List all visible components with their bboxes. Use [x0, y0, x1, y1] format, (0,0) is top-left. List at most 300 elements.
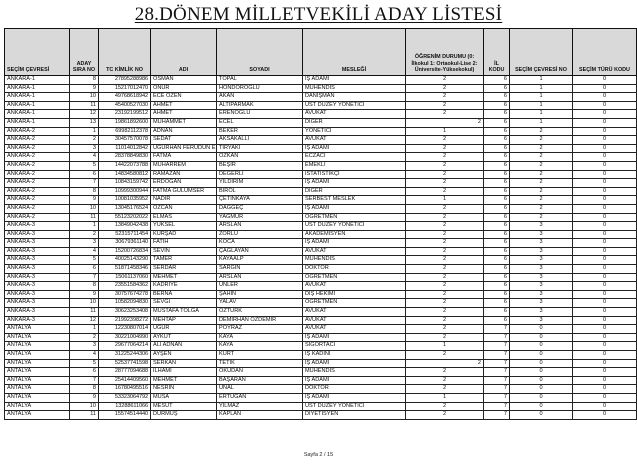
cell-secim-turu-kodu: 0	[573, 376, 637, 385]
cell-secim-cevresi: ANTALYA	[5, 411, 70, 420]
cell-soyadi: BİROL	[217, 187, 303, 196]
cell-aday-sira-no: 6	[70, 368, 99, 377]
table-row	[5, 290, 637, 299]
cell-secim-cevresi: ANKARA-2	[5, 136, 70, 145]
cell-secim-turu-kodu: 0	[573, 299, 637, 308]
table-row	[5, 204, 637, 213]
cell-secim-cevresi-no: 2	[510, 187, 573, 196]
cell-il-kodu: 7	[484, 402, 510, 411]
table-row	[5, 299, 637, 308]
cell-secim-turu-kodu: 0	[573, 239, 637, 248]
table-row	[5, 101, 637, 110]
cell-meslegi: İŞ ADAMI	[303, 393, 406, 402]
cell-secim-turu-kodu: 0	[573, 368, 637, 377]
cell-secim-turu-kodu: 0	[573, 290, 637, 299]
table-row	[5, 325, 637, 334]
header-il-kodu: İL KODU	[484, 29, 510, 76]
cell-secim-cevresi: ANTALYA	[5, 368, 70, 377]
cell-il-kodu: 6	[484, 196, 510, 205]
cell-adi: MEHMET	[151, 273, 217, 282]
cell-il-kodu: 6	[484, 273, 510, 282]
cell-secim-cevresi: ANKARA-3	[5, 256, 70, 265]
cell-meslegi: ÖĞRETMEN	[303, 299, 406, 308]
table-row	[5, 351, 637, 360]
cell-secim-cevresi: ANTALYA	[5, 385, 70, 394]
cell-adi: UĞURHAN FERUDUN E	[151, 144, 217, 153]
cell-ogrenim-durumu: 2	[406, 101, 484, 110]
cell-secim-turu-kodu: 0	[573, 144, 637, 153]
cell-meslegi: ÜST DÜZEY YÖNETİCİ	[303, 402, 406, 411]
cell-tc-kimlik-no: 30679361140	[99, 239, 151, 248]
cell-secim-cevresi: ANKARA-3	[5, 290, 70, 299]
table-row	[5, 213, 637, 222]
cell-soyadi: ARSLAN	[217, 273, 303, 282]
cell-adi: SEVİN	[151, 247, 217, 256]
cell-aday-sira-no: 4	[70, 351, 99, 360]
cell-ogrenim-durumu: 2	[406, 76, 484, 85]
cell-ogrenim-durumu: 2	[406, 368, 484, 377]
cell-secim-cevresi: ANKARA-3	[5, 308, 70, 317]
cell-ogrenim-durumu: 2	[406, 376, 484, 385]
cell-soyadi: POYRAZ	[217, 325, 303, 334]
header-soyadi: SOYADI	[217, 29, 303, 76]
cell-secim-turu-kodu: 0	[573, 170, 637, 179]
cell-secim-cevresi: ANKARA-2	[5, 196, 70, 205]
cell-adi: NADİR	[151, 196, 217, 205]
cell-aday-sira-no: 6	[70, 170, 99, 179]
cell-ogrenim-durumu: 2	[406, 402, 484, 411]
cell-soyadi: KAPLAN	[217, 411, 303, 420]
table-row	[5, 385, 637, 394]
cell-aday-sira-no: 10	[70, 204, 99, 213]
cell-secim-cevresi-no: 0	[510, 385, 573, 394]
cell-aday-sira-no: 11	[70, 308, 99, 317]
cell-aday-sira-no: 1	[70, 222, 99, 231]
cell-ogrenim-durumu: 2	[406, 385, 484, 394]
cell-secim-cevresi-no: 0	[510, 333, 573, 342]
cell-secim-cevresi-no: 1	[510, 93, 573, 102]
cell-secim-cevresi-no: 3	[510, 247, 573, 256]
cell-secim-turu-kodu: 0	[573, 393, 637, 402]
cell-il-kodu: 6	[484, 316, 510, 325]
cell-meslegi: İŞ ADAMI	[303, 76, 406, 85]
cell-soyadi: ÜNAL	[217, 385, 303, 394]
cell-ogrenim-durumu: 1	[406, 196, 484, 205]
cell-secim-turu-kodu: 0	[573, 84, 637, 93]
cell-il-kodu: 6	[484, 144, 510, 153]
cell-il-kodu: 6	[484, 265, 510, 274]
table-row	[5, 187, 637, 196]
cell-soyadi: YALAV	[217, 299, 303, 308]
cell-meslegi: DİĞER	[303, 187, 406, 196]
cell-secim-cevresi-no: 3	[510, 230, 573, 239]
cell-il-kodu: 6	[484, 136, 510, 145]
cell-ogrenim-durumu: 2	[406, 308, 484, 317]
cell-ogrenim-durumu: 2	[406, 136, 484, 145]
cell-tc-kimlik-no: 53323064792	[99, 393, 151, 402]
cell-meslegi: MÜHENDİS	[303, 84, 406, 93]
cell-secim-cevresi: ANKARA-3	[5, 222, 70, 231]
cell-soyadi: TETİK	[217, 359, 303, 368]
cell-meslegi: SİGORTACI	[303, 342, 406, 351]
cell-secim-cevresi: ANKARA-3	[5, 247, 70, 256]
cell-il-kodu: 6	[484, 239, 510, 248]
cell-tc-kimlik-no: 10999300944	[99, 187, 151, 196]
cell-secim-turu-kodu: 0	[573, 342, 637, 351]
cell-soyadi: ÇETİNKAYA	[217, 196, 303, 205]
cell-ogrenim-durumu: 2	[406, 333, 484, 342]
header-ogrenim-durumu: ÖĞRENİM DURUMU (0: İlkokul 1: Ortaokul-Lise 2: Üniversite-Yüksekokul)	[406, 29, 484, 76]
cell-secim-cevresi: ANKARA-3	[5, 239, 70, 248]
cell-meslegi: EMEKLİ	[303, 161, 406, 170]
cell-secim-turu-kodu: 0	[573, 153, 637, 162]
cell-il-kodu: 6	[484, 290, 510, 299]
cell-aday-sira-no: 7	[70, 273, 99, 282]
cell-il-kodu: 6	[484, 93, 510, 102]
cell-adi: MUHAMMET	[151, 118, 217, 127]
cell-secim-cevresi-no: 2	[510, 213, 573, 222]
header-secim-cevresi-no: SEÇİM ÇEVRESİ NO	[510, 29, 573, 76]
cell-soyadi: DAĞGEÇ	[217, 204, 303, 213]
cell-secim-cevresi: ANKARA-1	[5, 93, 70, 102]
cell-secim-cevresi: ANKARA-2	[5, 170, 70, 179]
cell-ogrenim-durumu: 1	[406, 342, 484, 351]
cell-adi: ALİ ADNAN	[151, 342, 217, 351]
cell-meslegi: ÜST DÜZEY YÖNETİCİ	[303, 222, 406, 231]
cell-soyadi: BEŞİR	[217, 161, 303, 170]
cell-meslegi: İŞ ADAMI	[303, 359, 406, 368]
cell-aday-sira-no: 2	[70, 136, 99, 145]
cell-secim-cevresi-no: 3	[510, 308, 573, 317]
cell-secim-cevresi-no: 0	[510, 402, 573, 411]
cell-secim-cevresi-no: 2	[510, 170, 573, 179]
cell-ogrenim-durumu: 2	[406, 118, 484, 127]
cell-tc-kimlik-no: 15217012470	[99, 84, 151, 93]
cell-adi: ADNAN	[151, 127, 217, 136]
cell-secim-cevresi-no: 3	[510, 265, 573, 274]
cell-secim-turu-kodu: 0	[573, 256, 637, 265]
cell-secim-cevresi-no: 3	[510, 316, 573, 325]
cell-soyadi: ERTUĞAN	[217, 393, 303, 402]
cell-tc-kimlik-no: 52315711454	[99, 230, 151, 239]
cell-ogrenim-durumu: 2	[406, 351, 484, 360]
cell-aday-sira-no: 8	[70, 76, 99, 85]
cell-aday-sira-no: 5	[70, 359, 99, 368]
cell-secim-cevresi-no: 0	[510, 342, 573, 351]
cell-ogrenim-durumu: 2	[406, 359, 484, 368]
cell-tc-kimlik-no: 28777094688	[99, 368, 151, 377]
cell-meslegi: İŞ KADINI	[303, 351, 406, 360]
cell-tc-kimlik-no: 52537741598	[99, 359, 151, 368]
cell-secim-cevresi: ANKARA-2	[5, 213, 70, 222]
cell-adi: KÜRŞAD	[151, 230, 217, 239]
table-row	[5, 308, 637, 317]
cell-ogrenim-durumu: 2	[406, 222, 484, 231]
header-meslegi: MESLEĞİ	[303, 29, 406, 76]
cell-secim-turu-kodu: 0	[573, 385, 637, 394]
header-secim-turu-kodu: SEÇİM TÜRÜ KODU	[573, 29, 637, 76]
cell-tc-kimlik-no: 49768618942	[99, 93, 151, 102]
cell-adi: MESUT	[151, 402, 217, 411]
cell-tc-kimlik-no: 21992398272	[99, 316, 151, 325]
cell-soyadi: SARGIN	[217, 265, 303, 274]
cell-secim-cevresi-no: 3	[510, 239, 573, 248]
table-row	[5, 170, 637, 179]
cell-secim-turu-kodu: 0	[573, 110, 637, 119]
cell-aday-sira-no: 11	[70, 101, 99, 110]
table-row	[5, 333, 637, 342]
cell-tc-kimlik-no: 19861892600	[99, 118, 151, 127]
cell-ogrenim-durumu: 2	[406, 299, 484, 308]
cell-ogrenim-durumu: 2	[406, 179, 484, 188]
cell-tc-kimlik-no: 30623253408	[99, 308, 151, 317]
cell-soyadi: KAYAALP	[217, 256, 303, 265]
cell-tc-kimlik-no: 55123202022	[99, 213, 151, 222]
cell-il-kodu: 6	[484, 110, 510, 119]
cell-meslegi: İŞ ADAMI	[303, 376, 406, 385]
cell-secim-cevresi: ANKARA-3	[5, 230, 70, 239]
cell-secim-turu-kodu: 0	[573, 402, 637, 411]
cell-tc-kimlik-no: 14834580812	[99, 170, 151, 179]
cell-soyadi: AKSAKALLI	[217, 136, 303, 145]
table-row	[5, 118, 637, 127]
cell-aday-sira-no: 9	[70, 290, 99, 299]
cell-soyadi: YILMAZ	[217, 402, 303, 411]
cell-secim-turu-kodu: 0	[573, 351, 637, 360]
cell-il-kodu: 6	[484, 222, 510, 231]
cell-secim-cevresi: ANKARA-2	[5, 161, 70, 170]
cell-secim-turu-kodu: 0	[573, 179, 637, 188]
cell-aday-sira-no: 5	[70, 256, 99, 265]
cell-il-kodu: 6	[484, 204, 510, 213]
cell-tc-kimlik-no: 45400527030	[99, 101, 151, 110]
cell-ogrenim-durumu: 1	[406, 393, 484, 402]
cell-tc-kimlik-no: 15200726834	[99, 247, 151, 256]
cell-secim-turu-kodu: 0	[573, 230, 637, 239]
cell-secim-cevresi-no: 2	[510, 144, 573, 153]
cell-ogrenim-durumu: 1	[406, 127, 484, 136]
cell-ogrenim-durumu: 2	[406, 161, 484, 170]
page-footer: Sayfa 2 / 15	[303, 452, 334, 458]
table-row	[5, 161, 637, 170]
cell-secim-cevresi-no: 2	[510, 179, 573, 188]
cell-soyadi: DEMİRHAN ÖZDEMİR	[217, 316, 303, 325]
cell-soyadi: ŞAHİN	[217, 290, 303, 299]
cell-secim-cevresi-no: 0	[510, 411, 573, 420]
cell-adi: AHMET	[151, 110, 217, 119]
cell-il-kodu: 7	[484, 325, 510, 334]
cell-secim-cevresi: ANKARA-1	[5, 76, 70, 85]
cell-soyadi: DEĞERLİ	[217, 170, 303, 179]
cell-ogrenim-durumu: 2	[406, 273, 484, 282]
cell-meslegi: İŞ ADAMI	[303, 179, 406, 188]
cell-soyadi: KAYA	[217, 333, 303, 342]
table-row	[5, 110, 637, 119]
cell-meslegi: İSTATİSTİKÇİ	[303, 170, 406, 179]
table-row	[5, 256, 637, 265]
cell-soyadi: KAYA	[217, 342, 303, 351]
cell-tc-kimlik-no: 15061137060	[99, 273, 151, 282]
cell-secim-turu-kodu: 0	[573, 76, 637, 85]
cell-ogrenim-durumu: 2	[406, 316, 484, 325]
cell-soyadi: TİRYAKİ	[217, 144, 303, 153]
cell-il-kodu: 6	[484, 299, 510, 308]
cell-adi: ONUR	[151, 84, 217, 93]
table-row	[5, 230, 637, 239]
header-aday-sira-no: ADAY SIRA NO	[70, 29, 99, 76]
cell-ogrenim-durumu: 2	[406, 213, 484, 222]
table-row	[5, 84, 637, 93]
cell-meslegi: DİĞER	[303, 118, 406, 127]
cell-tc-kimlik-no: 10081035952	[99, 196, 151, 205]
cell-aday-sira-no: 3	[70, 144, 99, 153]
cell-tc-kimlik-no: 12230807014	[99, 325, 151, 334]
cell-ogrenim-durumu: 2	[406, 84, 484, 93]
cell-tc-kimlik-no: 15574514440	[99, 411, 151, 420]
cell-tc-kimlik-no: 30457570078	[99, 136, 151, 145]
cell-adi: MUSTAFA TOLGA	[151, 308, 217, 317]
table-row	[5, 359, 637, 368]
cell-secim-cevresi-no: 1	[510, 118, 573, 127]
cell-secim-turu-kodu: 0	[573, 161, 637, 170]
cell-meslegi: DOKTOR	[303, 385, 406, 394]
cell-meslegi: İŞ ADAMI	[303, 144, 406, 153]
table-row	[5, 93, 637, 102]
cell-adi: FATMA	[151, 153, 217, 162]
cell-il-kodu: 6	[484, 282, 510, 291]
cell-il-kodu: 6	[484, 170, 510, 179]
cell-secim-cevresi-no: 2	[510, 196, 573, 205]
cell-secim-cevresi: ANKARA-2	[5, 187, 70, 196]
cell-meslegi: AVUKAT	[303, 110, 406, 119]
cell-il-kodu: 7	[484, 393, 510, 402]
cell-ogrenim-durumu: 2	[406, 187, 484, 196]
cell-il-kodu: 7	[484, 333, 510, 342]
cell-aday-sira-no: 4	[70, 247, 99, 256]
cell-secim-cevresi-no: 3	[510, 273, 573, 282]
cell-meslegi: AVUKAT	[303, 282, 406, 291]
cell-tc-kimlik-no: 13045176524	[99, 204, 151, 213]
cell-soyadi: ÇAĞLAYAN	[217, 247, 303, 256]
table-row	[5, 316, 637, 325]
cell-secim-cevresi-no: 1	[510, 84, 573, 93]
cell-secim-cevresi: ANKARA-3	[5, 299, 70, 308]
cell-meslegi: ÖĞRETMEN	[303, 213, 406, 222]
cell-il-kodu: 6	[484, 230, 510, 239]
cell-adi: ECE ÖZEN	[151, 93, 217, 102]
cell-secim-cevresi: ANTALYA	[5, 359, 70, 368]
cell-ogrenim-durumu: 2	[406, 411, 484, 420]
cell-secim-cevresi-no: 1	[510, 101, 573, 110]
cell-secim-turu-kodu: 0	[573, 213, 637, 222]
cell-il-kodu: 6	[484, 153, 510, 162]
cell-secim-cevresi: ANKARA-3	[5, 265, 70, 274]
cell-secim-cevresi-no: 3	[510, 256, 573, 265]
cell-aday-sira-no: 12	[70, 110, 99, 119]
cell-secim-cevresi: ANKARA-3	[5, 316, 70, 325]
cell-ogrenim-durumu: 2	[406, 325, 484, 334]
cell-secim-cevresi: ANKARA-3	[5, 273, 70, 282]
cell-secim-cevresi: ANKARA-3	[5, 282, 70, 291]
cell-soyadi: ÖZTÜRK	[217, 308, 303, 317]
cell-secim-cevresi: ANKARA-2	[5, 204, 70, 213]
cell-secim-cevresi-no: 3	[510, 282, 573, 291]
table-row	[5, 222, 637, 231]
cell-secim-cevresi: ANKARA-2	[5, 127, 70, 136]
table-row	[5, 239, 637, 248]
cell-il-kodu: 6	[484, 179, 510, 188]
cell-aday-sira-no: 5	[70, 161, 99, 170]
cell-meslegi: MÜHENDİS	[303, 256, 406, 265]
cell-secim-cevresi-no: 3	[510, 222, 573, 231]
cell-secim-turu-kodu: 0	[573, 93, 637, 102]
table-row	[5, 411, 637, 420]
cell-meslegi: AVUKAT	[303, 316, 406, 325]
cell-adi: OSMAN	[151, 76, 217, 85]
cell-tc-kimlik-no: 10843159742	[99, 179, 151, 188]
cell-meslegi: DOKTOR	[303, 265, 406, 274]
cell-adi: FATİH	[151, 239, 217, 248]
cell-aday-sira-no: 2	[70, 333, 99, 342]
cell-secim-turu-kodu: 0	[573, 333, 637, 342]
cell-secim-turu-kodu: 0	[573, 127, 637, 136]
cell-tc-kimlik-no: 69982112378	[99, 127, 151, 136]
cell-tc-kimlik-no: 11014012842	[99, 144, 151, 153]
cell-secim-cevresi-no: 2	[510, 204, 573, 213]
cell-aday-sira-no: 4	[70, 153, 99, 162]
cell-meslegi: MÜHENDİS	[303, 368, 406, 377]
cell-tc-kimlik-no: 13288611066	[99, 402, 151, 411]
cell-ogrenim-durumu: 2	[406, 282, 484, 291]
table-row	[5, 136, 637, 145]
cell-secim-cevresi-no: 0	[510, 376, 573, 385]
table-body	[5, 76, 637, 420]
cell-soyadi: TOPAL	[217, 76, 303, 85]
cell-adi: BERNA	[151, 290, 217, 299]
document-title: 28.DÖNEM MİLLETVEKİLİ ADAY LİSTESİ	[134, 4, 503, 25]
cell-meslegi: DANIŞMAN	[303, 93, 406, 102]
cell-ogrenim-durumu: 2	[406, 290, 484, 299]
cell-adi: AHMET	[151, 101, 217, 110]
cell-aday-sira-no: 1	[70, 325, 99, 334]
cell-tc-kimlik-no: 30221004990	[99, 333, 151, 342]
table-row	[5, 273, 637, 282]
cell-il-kodu: 6	[484, 308, 510, 317]
cell-tc-kimlik-no: 10582094830	[99, 299, 151, 308]
cell-adi: SERDAR	[151, 265, 217, 274]
cell-secim-cevresi-no: 2	[510, 136, 573, 145]
cell-adi: YÜKSEL	[151, 222, 217, 231]
cell-adi: MUSA	[151, 393, 217, 402]
cell-adi: MEHTAP	[151, 316, 217, 325]
table-row	[5, 179, 637, 188]
cell-meslegi: İŞ ADAMI	[303, 333, 406, 342]
cell-aday-sira-no: 9	[70, 84, 99, 93]
cell-il-kodu: 6	[484, 213, 510, 222]
cell-ogrenim-durumu: 2	[406, 230, 484, 239]
cell-adi: İLHAMİ	[151, 368, 217, 377]
cell-aday-sira-no: 9	[70, 196, 99, 205]
cell-secim-turu-kodu: 0	[573, 359, 637, 368]
cell-il-kodu: 7	[484, 342, 510, 351]
cell-aday-sira-no: 7	[70, 376, 99, 385]
cell-tc-kimlik-no: 51871458346	[99, 265, 151, 274]
table-row	[5, 76, 637, 85]
cell-meslegi: AVUKAT	[303, 247, 406, 256]
cell-soyadi: AKAN	[217, 93, 303, 102]
cell-il-kodu: 6	[484, 127, 510, 136]
cell-tc-kimlik-no: 23192199512	[99, 110, 151, 119]
